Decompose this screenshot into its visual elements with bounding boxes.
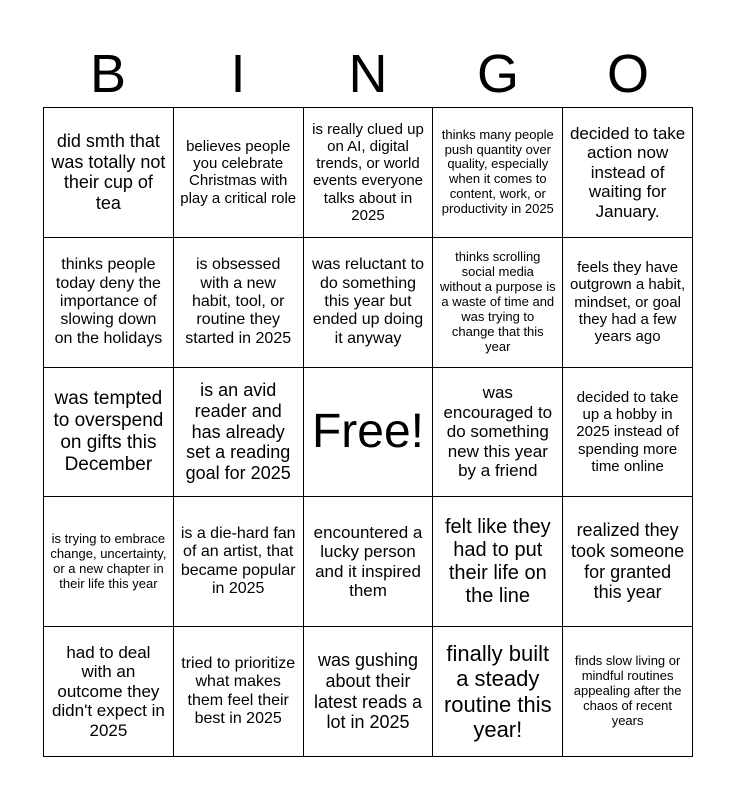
bingo-cell[interactable]: believes people you celebrate Christmas with play a critical role (174, 108, 304, 238)
bingo-cell[interactable]: feels they have outgrown a habit, mindset, or goal they had a few years ago (563, 238, 693, 368)
bingo-cell[interactable]: is really clued up on AI, digital trends, or world events everyone talks about in 2025 (304, 108, 434, 238)
bingo-cell[interactable]: decided to take up a hobby in 2025 instead of spending more time online (563, 368, 693, 498)
bingo-cell[interactable]: was encouraged to do something new this year by a friend (433, 368, 563, 498)
bingo-cell[interactable]: tried to prioritize what makes them feel their best in 2025 (174, 627, 304, 757)
bingo-cell[interactable]: thinks scrolling social media without a purpose is a waste of time and was trying to change that this year (433, 238, 563, 368)
bingo-header (43, 40, 693, 108)
header-letter-g: G (476, 44, 519, 104)
bingo-cell[interactable]: thinks people today deny the importance of slowing down on the holidays (44, 238, 174, 368)
bingo-board (43, 107, 693, 757)
bingo-cell[interactable]: finally built a steady routine this year! (433, 627, 563, 757)
header-letter-n: N (348, 44, 388, 104)
bingo-cell[interactable]: was gushing about their latest reads a lot in 2025 (304, 627, 434, 757)
bingo-cell[interactable]: finds slow living or mindful routines appealing after the chaos of recent years (563, 627, 693, 757)
bingo-cell[interactable]: was tempted to overspend on gifts this December (44, 368, 174, 498)
bingo-cell[interactable]: encountered a lucky person and it inspired them (304, 497, 434, 627)
header-letter-o: O (606, 44, 649, 104)
bingo-cell[interactable]: had to deal with an outcome they didn't expect in 2025 (44, 627, 174, 757)
bingo-cell[interactable]: is a die-hard fan of an artist, that became popular in 2025 (174, 497, 304, 627)
bingo-cell[interactable]: was reluctant to do something this year but ended up doing it anyway (304, 238, 434, 368)
bingo-cell[interactable]: felt like they had to put their life on the line (433, 497, 563, 627)
bingo-cell[interactable]: realized they took someone for granted this year (563, 497, 693, 627)
bingo-cell[interactable]: is trying to embrace change, uncertainty, or a new chapter in their life this year (44, 497, 174, 627)
bingo-cell[interactable]: decided to take action now instead of waiting for January. (563, 108, 693, 238)
header-letter-i: I (230, 44, 246, 104)
bingo-cell[interactable]: is obsessed with a new habit, tool, or routine they started in 2025 (174, 238, 304, 368)
header-letter-b: B (89, 44, 127, 104)
bingo-cell[interactable]: is an avid reader and has already set a reading goal for 2025 (174, 368, 304, 498)
bingo-cell[interactable]: thinks many people push quantity over quality, especially when it comes to content, work, or productivity in 2025 (433, 108, 563, 238)
free-space[interactable]: Free! (304, 368, 434, 498)
bingo-cell[interactable]: did smth that was totally not their cup of tea (44, 108, 174, 238)
